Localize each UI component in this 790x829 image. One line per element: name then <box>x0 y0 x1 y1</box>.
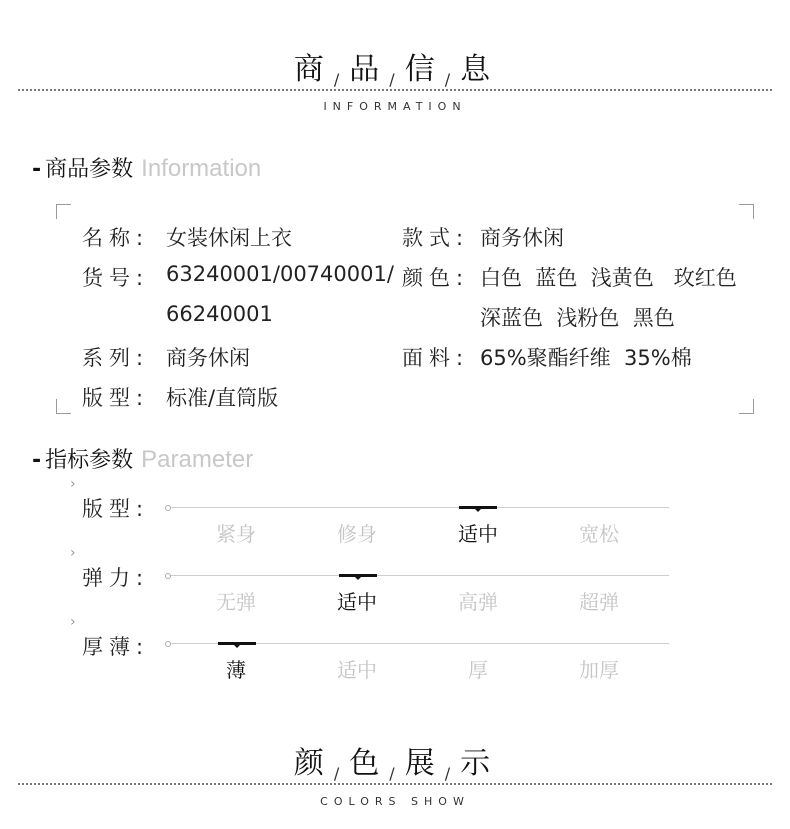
scale-option-selected: 适中 <box>337 590 377 614</box>
scale-label: 厚薄: <box>82 635 150 659</box>
colors-section-subtitle: COLORS SHOW <box>320 795 470 808</box>
scale-option: 适中 <box>337 658 377 682</box>
scale-option: 无弹 <box>216 590 256 614</box>
title-char: 颜 <box>293 746 330 781</box>
sku-label: 货号: <box>82 266 150 290</box>
style-label: 款式: <box>402 226 470 250</box>
colors-section-title <box>0 738 790 783</box>
chevron-right-icon: › <box>70 614 76 630</box>
title-separator: / <box>333 764 346 783</box>
scale-option-selected: 适中 <box>458 522 498 546</box>
fit-label: 版型: <box>82 386 150 410</box>
scale-option: 修身 <box>337 522 377 546</box>
product-params-heading <box>32 152 261 183</box>
corner-bracket <box>56 204 71 219</box>
series-label: 系列: <box>82 346 150 370</box>
title-separator: / <box>389 764 401 783</box>
name-value: 女装休闲上衣 <box>166 226 292 250</box>
fabric-label: 面料: <box>402 346 470 370</box>
scale-option: 高弹 <box>458 590 498 614</box>
title-separator: / <box>333 70 346 89</box>
heading-dash: - <box>32 157 42 182</box>
heading-text: 商品参数 <box>45 157 134 182</box>
color-value-cont: 深蓝色 浅粉色 黑色 <box>480 306 675 330</box>
sku-value-cont: 66240001 <box>166 302 273 326</box>
scale-marker <box>459 506 497 509</box>
sku-value: 63240001/00740001/ <box>166 262 394 286</box>
title-separator: / <box>444 70 457 89</box>
title-char: 色 <box>349 746 386 781</box>
heading-en: Information <box>141 155 262 182</box>
scale-option: 紧身 <box>216 522 256 546</box>
dotted-divider <box>18 783 772 785</box>
title-char: 示 <box>460 746 497 781</box>
corner-bracket <box>56 399 71 414</box>
name-label: 名称: <box>82 226 150 250</box>
scale-start-dot <box>165 573 171 579</box>
scale-track <box>167 575 669 576</box>
scale-option: 宽松 <box>579 522 619 546</box>
title-separator: / <box>444 764 457 783</box>
scale-marker <box>218 642 256 645</box>
indicator-params-heading <box>32 443 253 474</box>
series-value: 商务休闲 <box>166 346 250 370</box>
scale-option-selected: 薄 <box>226 658 246 682</box>
info-section-title <box>0 44 790 89</box>
chevron-right-icon: › <box>70 476 76 492</box>
title-char: 息 <box>460 52 497 87</box>
scale-marker <box>339 574 377 577</box>
title-char: 商 <box>293 52 330 87</box>
color-value: 白色 蓝色 浅黄色 玫红色 <box>480 266 737 290</box>
heading-dash: - <box>32 448 42 473</box>
color-label: 颜色: <box>402 266 470 290</box>
scale-option: 加厚 <box>579 658 619 682</box>
info-section-subtitle: INFORMATION <box>323 100 467 113</box>
style-value: 商务休闲 <box>480 226 564 250</box>
title-separator: / <box>389 70 401 89</box>
corner-bracket <box>739 399 754 414</box>
chevron-right-icon: › <box>70 545 76 561</box>
title-char: 展 <box>404 746 441 781</box>
scale-track <box>167 507 669 508</box>
title-char: 信 <box>404 52 441 87</box>
scale-start-dot <box>165 641 171 647</box>
heading-text: 指标参数 <box>45 448 134 473</box>
heading-en: Parameter <box>141 446 254 473</box>
corner-bracket <box>739 204 754 219</box>
fabric-value: 65%聚酯纤维 35%棉 <box>480 346 692 370</box>
scale-option: 厚 <box>468 658 488 682</box>
fit-value: 标准/直筒版 <box>166 386 279 410</box>
scale-option: 超弹 <box>579 590 619 614</box>
scale-label: 版型: <box>82 497 150 521</box>
title-char: 品 <box>349 52 386 87</box>
scale-label: 弹力: <box>82 566 150 590</box>
scale-start-dot <box>165 505 171 511</box>
dotted-divider <box>18 89 772 91</box>
